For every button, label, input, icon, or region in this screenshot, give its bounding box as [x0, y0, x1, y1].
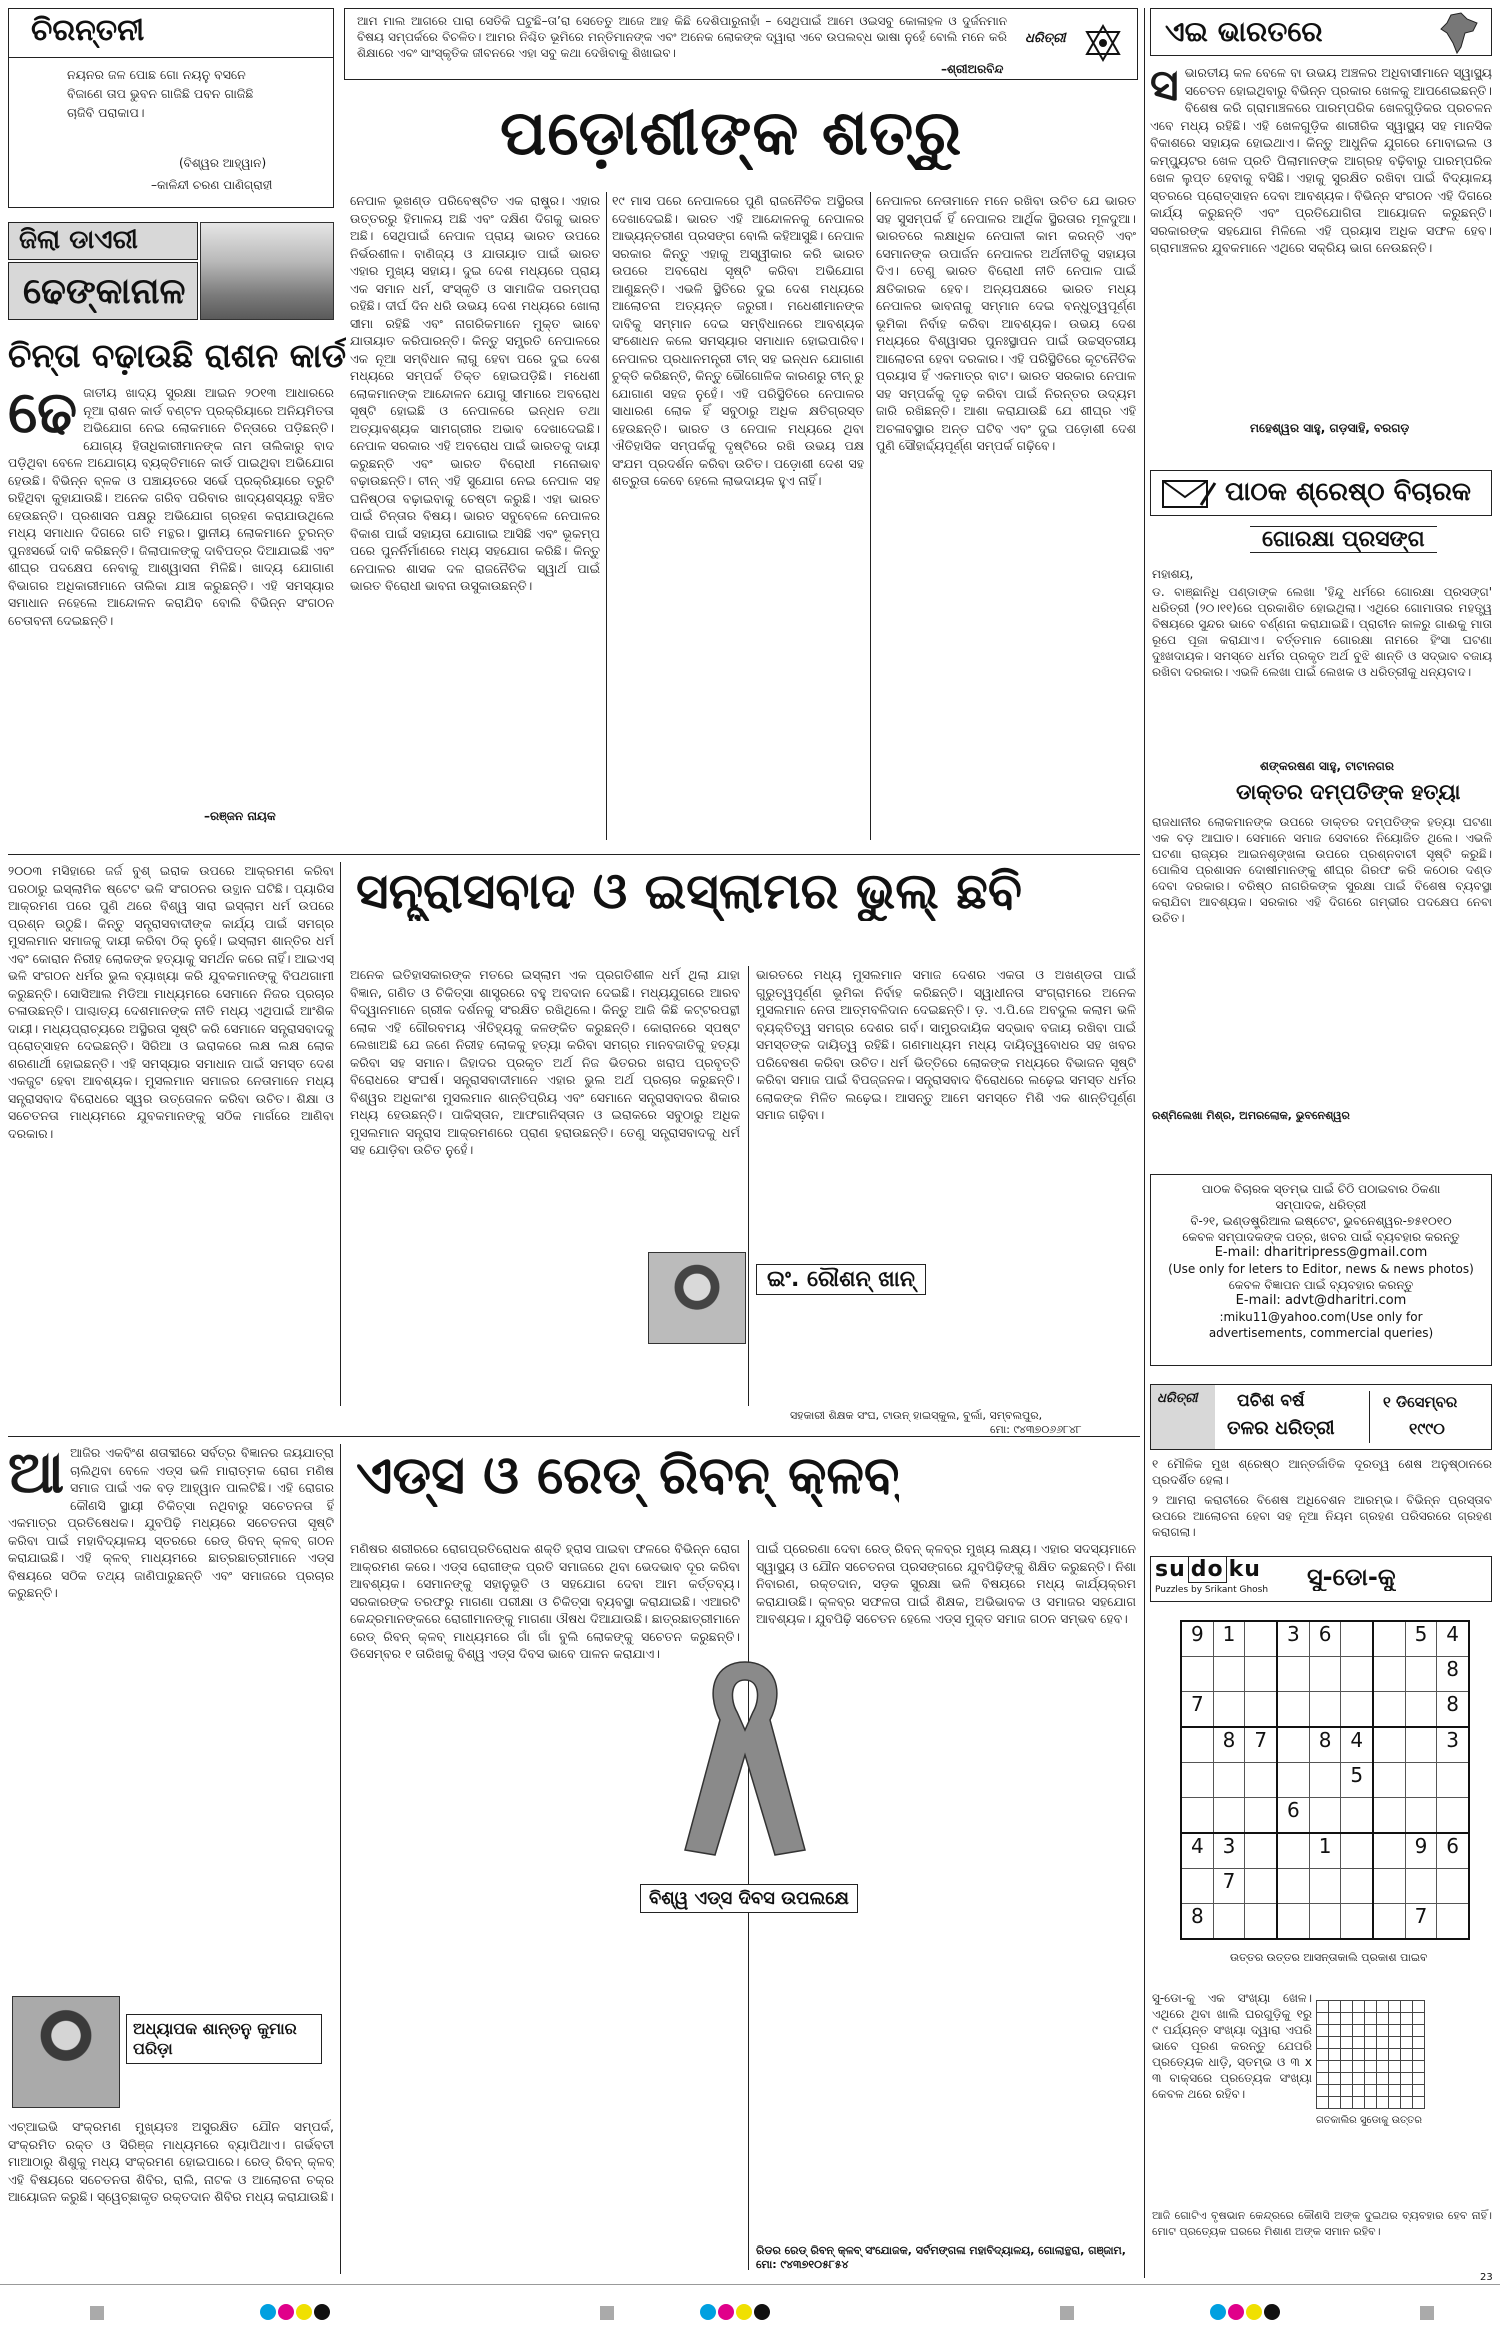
- sudoku-answer-cell: [1317, 2073, 1329, 2085]
- sudoku-answer-cell: [1341, 2097, 1353, 2109]
- contact-email3[interactable]: :miku11@yahoo.com(Use only for: [1219, 1310, 1423, 1324]
- sudoku-cell[interactable]: 8: [1213, 1727, 1245, 1763]
- sudoku-answer-cell: [1401, 2049, 1413, 2061]
- sudoku-byline: Puzzles by Srikant Ghosh: [1155, 1585, 1269, 1595]
- sudoku-footer: ଆଜି ଗୋଟିଏ ବୃଷଭାନ କେନ୍ଦ୍ରରେ କୌଣସି ଅଙ୍କ ଦୁଇଥର ବ୍ୟବହାର ହେବ ନାହିଁ। ମୋଟ ପ୍ରତ୍ୟେକ ଘରରେ ମିଶାଣ ଅଙ୍କ ସମାନ ରହିବ।: [1152, 2209, 1492, 2238]
- top-quote-text: ଆମ ମାଲ ଆଗରେ ପାରା ସେତିକି ଘଟୁଛି–ତା’ରା ସେତେତୁ ଆଜେ ଆହ କିଛି ଦେଶିପାରୁନାହାଁ – ସେଥିପାଇଁ ଆମେ ଓଇସବୁ କୋଳାହଳ ଓ ଦୁର୍ଜନମାନ ବିଷୟ ସମ୍ପର୍କରେ ବିଚଳିତ। ଆମର ନିଶ୍ଚିତ ଭୂମିରେ ମନ୍ତିମାନଙ୍କ ଏବଂ ଅନେକ ଲୋକଙ୍କ ଦ୍ୱାରା ଏବେ ଉପଲବ୍ଧ ଭାଷା ନୁହେଁ ବୋଲି ମନେ କରି ଶିକ୍ଷାରେ ଏବଂ ସାଂସ୍କୃତିକ ଜୀବନରେ ଏହା ସବୁ କଥା ଦେଖିବାକୁ ଶିଖାଇବ।: [357, 14, 1007, 60]
- sudoku-cell[interactable]: [1245, 1798, 1277, 1834]
- sudoku-cell[interactable]: [1181, 1763, 1213, 1798]
- sudoku-title-or: ସୁ-ଡୋ-କୁ: [1307, 1563, 1396, 1591]
- india-map-icon: [1437, 11, 1481, 55]
- sudoku-answer-cell: [1401, 2061, 1413, 2073]
- sudoku-answer-cell: [1329, 2073, 1341, 2085]
- sudoku-answer-cell: [1401, 2037, 1413, 2049]
- sudoku-answer-cell: [1389, 2001, 1401, 2013]
- contact-line3: ବି-୨୧, ଇଣ୍ଡଷ୍ଟ୍ରିଆଲ ଇଷ୍ଟେଟ, ଭୁବନେଶ୍ୱର-୭୫୧୦୧୦: [1190, 1214, 1452, 1228]
- sudoku-answer-cell: [1329, 2001, 1341, 2013]
- sudoku-cell[interactable]: [1373, 1657, 1405, 1692]
- ebharat-body: [1150, 64, 1492, 416]
- envelope-icon: [1161, 477, 1217, 511]
- sudoku-cell[interactable]: [1373, 1763, 1405, 1798]
- sudoku-answer-cell: [1377, 2061, 1389, 2073]
- district-body: [8, 384, 334, 796]
- sudoku-answer-cell: [1413, 2097, 1425, 2109]
- lead-headline: ପଡ଼ୋଶୀଙ୍କ ଶତ୍ରୁ: [500, 96, 963, 169]
- sudoku-cell[interactable]: 8: [1437, 1692, 1469, 1728]
- sudoku-cell[interactable]: [1309, 1904, 1341, 1940]
- sudoku-cell[interactable]: 3: [1277, 1621, 1309, 1657]
- contact-email1-note: (Use only for leters to Editor, news & news photos): [1168, 1262, 1474, 1276]
- sudoku-cell[interactable]: [1213, 1904, 1245, 1940]
- sudoku-grid[interactable]: [1180, 1620, 1470, 1940]
- sudoku-answer-cell: [1353, 2025, 1365, 2037]
- sudoku-cell[interactable]: [1309, 1657, 1341, 1692]
- sudoku-cell[interactable]: 4: [1341, 1727, 1373, 1763]
- sudoku-cell[interactable]: [1277, 1763, 1309, 1798]
- sudoku-cell[interactable]: [1341, 1621, 1373, 1657]
- sudoku-cell[interactable]: [1405, 1869, 1437, 1904]
- sudoku-answer-cell: [1389, 2037, 1401, 2049]
- sudoku-cell[interactable]: [1245, 1621, 1277, 1657]
- sudoku-answer-cell: [1353, 2085, 1365, 2097]
- sudoku-cell[interactable]: [1373, 1904, 1405, 1940]
- sudoku-answer-caption: ଗତକାଲିର ସୁଡୋକୁ ଉତ୍ତର: [1316, 2115, 1422, 2126]
- district-label-box: [8, 222, 198, 260]
- sudoku-cell[interactable]: [1245, 1869, 1277, 1904]
- sudoku-answer-cell: [1365, 2049, 1377, 2061]
- sudoku-cell[interactable]: [1181, 1727, 1213, 1763]
- sudoku-cell[interactable]: [1373, 1869, 1405, 1904]
- readers-title: ପାଠକ ଶ୍ରେଷ୍ଠ ବିଚାରକ: [1225, 477, 1472, 507]
- sudoku-answer-cell: [1365, 2001, 1377, 2013]
- sudoku-cell[interactable]: [1277, 1727, 1309, 1763]
- dharitri-logo-text: ଧରିତ୍ରୀ: [1025, 31, 1066, 46]
- sudoku-cell[interactable]: [1277, 1869, 1309, 1904]
- aids-dropcap: ଆ: [8, 1444, 65, 1506]
- sudoku-cell[interactable]: 5: [1405, 1621, 1437, 1657]
- sudoku-answer-cell: [1329, 2013, 1341, 2025]
- sudoku-cell[interactable]: [1405, 1692, 1437, 1728]
- sudoku-cell[interactable]: 6: [1277, 1798, 1309, 1834]
- aids-col1b: ଏଚ୍‌ଆଇଭି ସଂକ୍ରମଣ ମୁଖ୍ୟତଃ ଅସୁରକ୍ଷିତ ଯୌନ ସମ୍ପର୍କ, ସଂକ୍ରମିତ ରକ୍ତ ଓ ସିରିଞ୍ଜ ମାଧ୍ୟମରେ ବ୍ୟାପିଥାଏ। ଗର୍ଭବତୀ ମାଆଠାରୁ ଶିଶୁକୁ ମଧ୍ୟ ସଂକ୍ରମଣ ହୋଇପାରେ। ରେଡ୍ ରିବନ୍ କ୍ଳବ୍ ଏହି ବିଷୟରେ ସଚେତନତା ଶିବିର, ରାଲି, ନାଟକ ଓ ଆଲୋଚନା ଚକ୍ର ଆୟୋଜନ କରୁଛି। ସ୍ୱେଚ୍ଛାକୃତ ରକ୍ତଦାନ ଶିବିର ମଧ୍ୟ କରାଯାଉଛି।: [8, 2119, 334, 2204]
- terror-col2: ଅନେକ ଇତିହାସକାରଙ୍କ ମତରେ ଇସ୍‌ଲାମ ଏକ ପ୍ରଗତିଶୀଳ ଧର୍ମ ଥିଲା ଯାହା ବିଜ୍ଞାନ, ଗଣିତ ଓ ଚିକିତ୍ସା ଶାସ୍ତ୍ରରେ ବହୁ ଅବଦାନ ଦେଇଛି। ମଧ୍ୟଯୁଗରେ ଆରବ ବିଦ୍ୱାନମାନେ ଗ୍ରୀକ ଦର୍ଶନକୁ ସଂରକ୍ଷିତ ରଖିଥିଲେ। କିନ୍ତୁ ଆଜି କିଛି କଟ୍ଟରପନ୍ଥୀ ଲୋକ ଏହି ଗୌରବମୟ ଐତିହ୍ୟକୁ କଳଙ୍କିତ କରୁଛନ୍ତି। କୋରାନରେ ସ୍ପଷ୍ଟ ଲେଖାଅଛି ଯେ ଜଣେ ନିରୀହ ଲୋକକୁ ହତ୍ୟା କରିବା ସମଗ୍ର ମାନବଜାତିକୁ ହତ୍ୟା କରିବା ସହ ସମାନ। ଜିହାଦର ପ୍ରକୃତ ଅର୍ଥ ନିଜ ଭିତରର ଖରାପ ପ୍ରବୃତ୍ତି ବିରୋଧରେ ସଂଘର୍ଷ। ସନ୍ତ୍ରାସବାଦୀମାନେ ଏହାର ଭୁଲ ଅର୍ଥ ପ୍ରଚାର କରୁଛନ୍ତି। ବିଶ୍ୱର ଅଧିକାଂଶ ମୁସଲମାନ ଶାନ୍ତିପ୍ରିୟ ଏବଂ ସେମାନେ ସନ୍ତ୍ରାସବାଦର ଶିକାର ମଧ୍ୟ ହେଉଛନ୍ତି। ପାକିସ୍ତାନ, ଆଫଗାନିସ୍ତାନ ଓ ଇରାକରେ ସବୁଠାରୁ ଅଧିକ ମୁସଲମାନ ସନ୍ତ୍ରାସ ଆକ୍ରମଣରେ ପ୍ରାଣ ହରାଉଛନ୍ତି। ତେଣୁ ସନ୍ତ୍ରାସବାଦକୁ ଧର୍ମ ସହ ଯୋଡ଼ିବା ଉଚିତ ନୁହେଁ।: [350, 967, 740, 1157]
- ebharat-author: ମହେଶ୍ୱର ସାହୁ, ଗଡ଼ସାହି, ବରଗଡ଼: [1250, 421, 1410, 435]
- top-quote-strip: [344, 8, 1138, 80]
- sudoku-answer-cell: [1341, 2049, 1353, 2061]
- terror-headline: ସନ୍ତ୍ରାସବାଦ ଓ ଇସ୍‌ଲାମର ଭୁଲ୍ ଛବି: [356, 862, 1022, 920]
- sudoku-answer-cell: [1317, 2037, 1329, 2049]
- sudoku-cell[interactable]: [1341, 1798, 1373, 1834]
- sudoku-answer-cell: [1377, 2025, 1389, 2037]
- sudoku-cell[interactable]: [1341, 1692, 1373, 1728]
- sudoku-answer-cell: [1377, 2049, 1389, 2061]
- sudoku-answer-cell: [1317, 2013, 1329, 2025]
- sudoku-cell[interactable]: [1277, 1833, 1309, 1869]
- sudoku-cell[interactable]: [1245, 1692, 1277, 1728]
- star-emblem-icon: [1083, 23, 1123, 63]
- twentyfive-label1: ପଚିଶ ବର୍ଷ: [1237, 1391, 1305, 1411]
- aids-col2: ମଣିଷର ଶରୀରରେ ରୋଗପ୍ରତିରୋଧକ ଶକ୍ତି ହ୍ରାସ ପାଇବା ଫଳରେ ବିଭିନ୍ନ ରୋଗ ଆକ୍ରମଣ କରେ। ଏଡ୍‌ସ ରୋଗୀଙ୍କ ପ୍ରତି ସମାଜରେ ଥିବା ଭେଦଭାବ ଦୂର କରିବା ଆବଶ୍ୟକ। ସେମାନଙ୍କୁ ସହାନୁଭୂତି ଓ ସହଯୋଗ ଦେବା ଆମ କର୍ତ୍ତବ୍ୟ। ସରକାରଙ୍କ ତରଫରୁ ମାଗଣା ପରୀକ୍ଷା ଓ ଚିକିତ୍ସା ବ୍ୟବସ୍ଥା କରାଯାଇଛି। ଏଆରଟି କେନ୍ଦ୍ରମାନଙ୍କରେ ରୋଗୀମାନଙ୍କୁ ମାଗଣା ଔଷଧ ଦିଆଯାଉଛି। ଛାତ୍ରଛାତ୍ରୀମାନେ ରେଡ୍ ରିବନ୍ କ୍ଳବ୍ ମାଧ୍ୟମରେ ଗାଁ ଗାଁ ବୁଲି ଲୋକଙ୍କୁ ସଚେତନ କରୁଛନ୍ତି। ଡିସେମ୍ବର ୧ ତାରିଖକୁ ବିଶ୍ୱ ଏଡ୍‌ସ ଦିବସ ଭାବେ ପାଳନ କରାଯାଏ।: [350, 1541, 740, 1661]
- sudoku-cell[interactable]: [1437, 1869, 1469, 1904]
- sudoku-cell[interactable]: [1405, 1727, 1437, 1763]
- sudoku-cell[interactable]: [1373, 1833, 1405, 1869]
- sudoku-cell[interactable]: [1373, 1798, 1405, 1834]
- sudoku-cell[interactable]: [1181, 1657, 1213, 1692]
- sudoku-answer-cell: [1329, 2085, 1341, 2097]
- sudoku-cell[interactable]: [1245, 1833, 1277, 1869]
- sudoku-cell[interactable]: [1213, 1692, 1245, 1728]
- sudoku-header: [1150, 1556, 1492, 1602]
- sudoku-cell[interactable]: [1405, 1798, 1437, 1834]
- twentyfive-label2: ତଳର ଧରିତ୍ରୀ: [1227, 1417, 1335, 1439]
- chirantani-author: –କାଳିନ୍ଦୀ ଚରଣ ପାଣିଗ୍ରାହୀ: [151, 178, 273, 192]
- sudoku-title-en1: su: [1155, 1557, 1186, 1582]
- lead-col3: ନେପାଳର ନେତାମାନେ ମନେ ରଖିବା ଉଚିତ ଯେ ଭାରତ ସହ ସୁସମ୍ପର୍କ ହିଁ ନେପାଳର ଆର୍ଥିକ ସ୍ଥିରତାର ମୂଳଦୁଆ। ଭାରତରେ ଲକ୍ଷାଧିକ ନେପାଳୀ କାମ କରନ୍ତି ଏବଂ ସେମାନଙ୍କ ଉପାର୍ଜନ ନେପାଳର ଅର୍ଥନୀତିକୁ ସହାୟତା ଦିଏ। ତେଣୁ ଭାରତ ବିରୋଧୀ ନୀତି ନେପାଳ ପାଇଁ କ୍ଷତିକାରକ ହେବ। ଅନ୍ୟପକ୍ଷରେ ଭାରତ ମଧ୍ୟ ନେପାଳର ଭାବନାକୁ ସମ୍ମାନ ଦେଇ ବନ୍ଧୁତ୍ୱପୂର୍ଣ୍ଣ ଭୂମିକା ନିର୍ବାହ କରିବା ଆବଶ୍ୟକ। ଉଭୟ ଦେଶ ମଧ୍ୟରେ ବିଶ୍ୱାସର ପୁନଃସ୍ଥାପନ ପାଇଁ ଉଚ୍ଚସ୍ତରୀୟ ଆଲୋଚନା ହେବା ଦରକାର। ଏହି ପରିସ୍ଥିତିରେ କୂଟନୈତିକ ପ୍ରୟାସ ହିଁ ଏକମାତ୍ର ବାଟ। ଭାରତ ସରକାର ନେପାଳ ସହ ସମ୍ପର୍କକୁ ଦୃଢ଼ କରିବା ପାଇଁ ନିରନ୍ତର ଉଦ୍ୟମ ଜାରି ରଖିଛନ୍ତି। ଆଶା କରାଯାଉଛି ଯେ ଶୀଘ୍ର ଏହି ଅଚଳାବସ୍ଥାର ଅନ୍ତ ଘଟିବ ଏବଂ ଦୁଇ ପଡ଼ୋଶୀ ଦେଶ ପୁଣି ସୌହାର୍ଦ୍ଦ୍ୟପୂର୍ଣ୍ଣ ସମ୍ପର୍କ ଗଢ଼ିବେ।: [876, 193, 1136, 453]
- sudoku-cell[interactable]: [1213, 1798, 1245, 1834]
- letter1-body: ଡ. ବାଞ୍ଛାନିଧି ପଣ୍ଡାଙ୍କ ଲେଖା 'ହିନ୍ଦୁ ଧର୍ମରେ ଗୋରକ୍ଷା ପ୍ରସଙ୍ଗ' ଧରିତ୍ରୀ (୨୦।୧୧)ରେ ପ୍ରକାଶିତ ହୋଇଥିଲା। ଏଥିରେ ଗୋମାତାର ମହତ୍ତ୍ୱ ବିଷୟରେ ସୁନ୍ଦର ଭାବେ ବର୍ଣ୍ଣନା କରାଯାଇଛି। ପ୍ରାଚୀନ କାଳରୁ ଗାଈକୁ ମାତା ରୂପେ ପୂଜା କରାଯାଏ। ବର୍ତ୍ତମାନ ଗୋରକ୍ଷା ନାମରେ ହିଂସା ଘଟଣା ଦୁଃଖଦାୟକ। ସମସ୍ତେ ଧର୍ମର ପ୍ରକୃତ ଅର୍ଥ ବୁଝି ଶାନ୍ତି ଓ ସଦ୍ଭାବ ବଜାୟ ରଖିବା ଦରକାର। ଏଭଳି ଲେଖା ପାଇଁ ଲେଖକ ଓ ଧରିତ୍ରୀକୁ ଧନ୍ୟବାଦ।: [1152, 585, 1492, 679]
- sudoku-answer-cell: [1365, 2097, 1377, 2109]
- sudoku-cell[interactable]: [1405, 1657, 1437, 1692]
- sudoku-cell[interactable]: [1437, 1763, 1469, 1798]
- sudoku-answer-cell: [1377, 2097, 1389, 2109]
- sudoku-cell[interactable]: [1309, 1798, 1341, 1834]
- lead-col1: ନେପାଳ ଭୂଖଣ୍ଡ ପରିବେଷ୍ଟିତ ଏକ ରାଷ୍ଟ୍ର। ଏହାର ଉତ୍ତରରୁ ହିମାଳୟ ଅଛି ଏବଂ ଦକ୍ଷିଣ ଦିଗକୁ ଭାରତ ଅଛି। ସେଥିପାଇଁ ନେପାଳ ପ୍ରାୟ ଭାରତ ଉପରେ ନିର୍ଭରଶୀଳ। ବାଣିଜ୍ୟ ଓ ଯାତାୟାତ ପାଇଁ ଭାରତ ଏହାର ମୁଖ୍ୟ ସହାୟ। ଦୁଇ ଦେଶ ମଧ୍ୟରେ ପ୍ରାୟ ଏକ ସମାନ ଧର୍ମ, ସଂସ୍କୃତି ଓ ସାମାଜିକ ପରମ୍ପରା ରହିଛି। ଦୀର୍ଘ ଦିନ ଧରି ଉଭୟ ଦେଶ ମଧ୍ୟରେ ଖୋଲା ସୀମା ରହିଛି ଏବଂ ନାଗରିକମାନେ ମୁକ୍ତ ଭାବେ ଯାତାୟାତ କରିପାରନ୍ତି। କିନ୍ତୁ ସମ୍ପ୍ରତି ନେପାଳରେ ଏକ ନୂଆ ସମ୍ବିଧାନ ଲାଗୁ ହେବା ପରେ ଦୁଇ ଦେଶ ମଧ୍ୟରେ ସମ୍ପର୍କ ତିକ୍ତ ହୋଇପଡ଼ିଛି। ମଧେଶୀ ଲୋକମାନଙ୍କ ଆନ୍ଦୋଳନ ଯୋଗୁ ସୀମାରେ ଅବରୋଧ ସୃଷ୍ଟି ହୋଇଛି ଓ ନେପାଳରେ ଇନ୍ଧନ ତଥା ଅତ୍ୟାବଶ୍ୟକ ସାମଗ୍ରୀର ଅଭାବ ଦେଖାଦେଇଛି। ନେପାଳ ସରକାର ଏହି ଅବରୋଧ ପାଇଁ ଭାରତକୁ ଦାୟୀ କରୁଛନ୍ତି ଏବଂ ଭାରତ ବିରୋଧୀ ମନୋଭାବ ବଢ଼ାଉଛନ୍ତି। ଚୀନ୍ ଏହି ସୁଯୋଗ ନେଇ ନେପାଳ ସହ ଘନିଷ୍ଠତା ବଢ଼ାଇବାକୁ ଚେଷ୍ଟା କରୁଛି। ଏହା ଭାରତ ପାଇଁ ଚିନ୍ତାର ବିଷୟ। ଭାରତ ସବୁବେଳେ ନେପାଳର ବିକାଶ ପାଇଁ ସହାୟତା ଯୋଗାଇ ଆସିଛି ଏବଂ ଭୂକମ୍ପ ପରେ ପୁନର୍ନିର୍ମାଣରେ ମଧ୍ୟ ସହଯୋଗ କରିଛି। କିନ୍ତୁ ନେପାଳର ଶାସକ ଦଳ ରାଜନୈତିକ ସ୍ୱାର୍ଥ ପାଇଁ ଭାରତ ବିରୋଧୀ ଭାବନା ଉସୁକାଉଛନ୍ତି।: [350, 193, 600, 593]
- sudoku-cell[interactable]: [1373, 1727, 1405, 1763]
- twentyfive-logo: ଧରିତ୍ରୀ: [1157, 1391, 1198, 1406]
- top-quote-author: –ଶ୍ରୀଅରବିନ୍ଦ: [941, 62, 1004, 76]
- ebharat-body-text: ଭାରତୀୟ କଳ ବେଳେ ବା ଉଭୟ ଅଞ୍ଚଳର ଅଧିବାସୀମାନେ ସ୍ୱାସ୍ଥ୍ୟ ସଚେତନ ହୋଇଥିବାରୁ ବିଭିନ୍ନ ପ୍ରକାର ଖେଳକୁ ଆପଣେଇଛନ୍ତି। ବିଶେଷ କରି ଗ୍ରାମାଞ୍ଚଳରେ ପାରମ୍ପରିକ ଖେଳଗୁଡ଼ିକର ପ୍ରଚଳନ ଏବେ ମଧ୍ୟ ରହିଛି। ଏହି ଖେଳଗୁଡ଼ିକ ଶାରୀରିକ ସ୍ୱାସ୍ଥ୍ୟ ସହ ମାନସିକ ବିକାଶରେ ସହାୟକ ହୋଇଥାଏ। କିନ୍ତୁ ଆଧୁନିକ ଯୁଗରେ ମୋବାଇଲ ଓ କମ୍ପ୍ୟୁଟର ଖେଳ ପ୍ରତି ପିଲାମାନଙ୍କ ଆଗ୍ରହ ବଢ଼ିବାରୁ ପାରମ୍ପରିକ ଖେଳ ଲୁପ୍ତ ହେବାକୁ ବସିଛି। ଏହାକୁ ସୁରକ୍ଷିତ ରଖିବା ପାଇଁ ବିଦ୍ୟାଳୟ ସ୍ତରରେ ପ୍ରୋତ୍ସାହନ ଦେବା ଆବଶ୍ୟକ। ବିଭିନ୍ନ ସଂଗଠନ ଏହି ଦିଗରେ କାର୍ଯ୍ୟ କରୁଛନ୍ତି ଏବଂ ପ୍ରତିଯୋଗିତା ଆୟୋଜନ କରୁଛନ୍ତି। ସରକାରଙ୍କ ସହଯୋଗ ମିଳିଲେ ଏହି ପ୍ରୟାସ ଅଧିକ ସଫଳ ହେବ। ଗ୍ରାମାଞ୍ଚଳର ଯୁବକମାନେ ଏଥିରେ ସକ୍ରିୟ ଭାଗ ନେଉଛନ୍ତି।: [1150, 65, 1492, 255]
- twentyfive-item1: ୧ ମୌଳିକ ମୁଖ ଶ୍ରେଷ୍ଠ ଆନ୍ତର୍ଜାତିକ ଦୂରତ୍ୱ ଶେଷ ଅନୁଷ୍ଠାନରେ ପ୍ରଦର୍ଶିତ ହେଲା।: [1152, 1457, 1492, 1487]
- district-body-text: ଜାତୀୟ ଖାଦ୍ୟ ସୁରକ୍ଷା ଆଇନ ୨୦୧୩ ଆଧାରରେ ନୂଆ ରାଶନ କାର୍ଡ ବଣ୍ଟନ ପ୍ରକ୍ରିୟାରେ ଅନିୟମିତତା ଅଭିଯୋଗ ନେଇ ଲୋକମାନେ ଚିନ୍ତାରେ ପଡ଼ିଛନ୍ତି। ଯୋଗ୍ୟ ହିତାଧିକାରୀମାନଙ୍କ ନାମ ତାଲିକାରୁ ବାଦ ପଡ଼ିଥିବା ବେଳେ ଅଯୋଗ୍ୟ ବ୍ୟକ୍ତିମାନେ କାର୍ଡ ପାଇଥିବା ଅଭିଯୋଗ ହେଉଛି। ବିଭିନ୍ନ ବ୍ଳକ ଓ ପଞ୍ଚାୟତରେ ସର୍ଭେ ପ୍ରକ୍ରିୟାରେ ତ୍ରୁଟି ରହିଥିବା କୁହାଯାଉଛି। ଅନେକ ଗରିବ ପରିବାର ଖାଦ୍ୟଶସ୍ୟରୁ ବଞ୍ଚିତ ହେଉଛନ୍ତି। ପ୍ରଶାସନ ପକ୍ଷରୁ ଅଭିଯୋଗ ଗ୍ରହଣ କରାଯାଉଥିଲେ ମଧ୍ୟ ସମାଧାନ ଦିଗରେ ଗତି ମନ୍ଥର। ସ୍ଥାନୀୟ ଲୋକମାନେ ତୁରନ୍ତ ପୁନଃସର୍ଭେ ଦାବି କରିଛନ୍ତି। ଜିଲାପାଳଙ୍କୁ ଦାବିପତ୍ର ଦିଆଯାଇଛି ଏବଂ ଶୀଘ୍ର ପଦକ୍ଷେପ ନେବାକୁ ଆଶ୍ୱାସନା ମିଳିଛି। ଖାଦ୍ୟ ଯୋଗାଣ ବିଭାଗର ଅଧିକାରୀମାନେ ତାଲିକା ଯାଞ୍ଚ କରୁଛନ୍ତି। ଏହି ସମସ୍ୟାର ସମାଧାନ ନହେଲେ ଆନ୍ଦୋଳନ କରାଯିବ ବୋଲି ବିଭିନ୍ନ ସଂଗଠନ ଚେତାବନୀ ଦେଇଛନ୍ତି।: [8, 385, 334, 628]
- letter2-title: ଡାକ୍ତର ଦମ୍ପତିଙ୍କ ହତ୍ୟା: [1236, 780, 1461, 804]
- sudoku-answer-cell: [1389, 2025, 1401, 2037]
- district-author: –ରଞ୍ଜନ ନାୟକ: [204, 809, 276, 823]
- sudoku-answer-cell: [1317, 2097, 1329, 2109]
- red-ribbon-image: [660, 1650, 830, 1870]
- sudoku-title-en3: ku: [1228, 1557, 1261, 1582]
- sudoku-answer-cell: [1353, 2049, 1365, 2061]
- contact-email3-note: advertisements, commercial queries): [1208, 1326, 1434, 1340]
- aids-intro: [8, 1444, 334, 1944]
- sudoku-answer-cell: [1413, 2001, 1425, 2013]
- sudoku-rules: ସୁ-ଡୋ-କୁ ଏକ ସଂଖ୍ୟା ଖେଳ। ଏଥିରେ ଥିବା ଖାଲି ଘରଗୁଡ଼ିକୁ ୧ରୁ ୯ ପର୍ଯ୍ୟନ୍ତ ସଂଖ୍ୟା ଦ୍ୱାରା ଏପରି ଭାବେ ପୂରଣ କରନ୍ତୁ ଯେପରି ପ୍ରତ୍ୟେକ ଧାଡ଼ି, ସ୍ତମ୍ଭ ଓ ୩ x ୩ ବାକ୍ସରେ ପ୍ରତ୍ୟେକ ସଂଖ୍ୟା କେବଳ ଥରେ ରହିବ।: [1152, 1991, 1312, 2101]
- sudoku-answer-cell: [1329, 2037, 1341, 2049]
- sudoku-answer-cell: [1341, 2013, 1353, 2025]
- contact-line1: ପାଠକ ବିଚାରକ ସ୍ତମ୍ଭ ପାଇଁ ଚିଠି ପଠାଇବାର ଠିକଣା: [1201, 1182, 1441, 1196]
- temple-photo: [200, 222, 334, 320]
- aids-author: ଅଧ୍ୟାପକ ଶାନ୍ତନୁ କୁମାର ପରିଡ଼ା: [126, 2014, 322, 2064]
- sudoku-cell[interactable]: [1213, 1763, 1245, 1798]
- chirantani-box: [8, 8, 334, 208]
- contact-line5: କେବଳ ବିଜ୍ଞାପନ ପାଇଁ ବ୍ୟବହାର କରନ୍ତୁ: [1228, 1278, 1414, 1292]
- sudoku-cell[interactable]: 7: [1213, 1869, 1245, 1904]
- letter1-salutation: ମହାଶୟ,: [1152, 567, 1194, 581]
- sudoku-answer-cell: [1401, 2097, 1413, 2109]
- sudoku-answer-cell: [1401, 2073, 1413, 2085]
- contact-box: [1150, 1174, 1492, 1366]
- sudoku-answer-cell: [1353, 2001, 1365, 2013]
- sudoku-answer-cell: [1317, 2001, 1329, 2013]
- sudoku-cell[interactable]: [1309, 1692, 1341, 1728]
- author-photo-roshan: [648, 1252, 746, 1344]
- sudoku-answer-cell: [1389, 2073, 1401, 2085]
- sudoku-answer-cell: [1329, 2049, 1341, 2061]
- twentyfive-box: [1150, 1384, 1492, 1450]
- sudoku-answer-cell: [1389, 2061, 1401, 2073]
- ebharat-title: ଏଇ ଭାରତରେ: [1165, 15, 1323, 48]
- sudoku-answer-cell: [1377, 2037, 1389, 2049]
- sudoku-answer-cell: [1413, 2073, 1425, 2085]
- sudoku-answer-cell: [1317, 2061, 1329, 2073]
- sudoku-title-en2: do: [1188, 1556, 1227, 1583]
- sudoku-answer-grid-box: [1316, 2000, 1492, 2190]
- sudoku-cell[interactable]: [1181, 1869, 1213, 1904]
- sudoku-cell[interactable]: 6: [1437, 1833, 1469, 1869]
- sudoku-answer-cell: [1341, 2037, 1353, 2049]
- sudoku-cell[interactable]: 1: [1213, 1621, 1245, 1657]
- contact-line2: ସମ୍ପାଦକ, ଧରିତ୍ରୀ: [1275, 1198, 1367, 1212]
- sudoku-answer-cell: [1317, 2085, 1329, 2097]
- sudoku-answer-cell: [1389, 2049, 1401, 2061]
- sudoku-cell[interactable]: [1437, 1798, 1469, 1834]
- sudoku-answer-cell: [1413, 2037, 1425, 2049]
- page-number: 23: [1480, 2272, 1493, 2283]
- sudoku-answer-cell: [1365, 2013, 1377, 2025]
- ebharat-header: [1150, 8, 1492, 56]
- contact-email2[interactable]: E-mail: advt@dharitri.com: [1235, 1293, 1407, 1308]
- sudoku-answer-cell: [1353, 2061, 1365, 2073]
- district-name: ଢେଙ୍କାନାଳ: [23, 271, 186, 312]
- sudoku-answer-cell: [1413, 2049, 1425, 2061]
- sudoku-cell[interactable]: 9: [1181, 1621, 1213, 1657]
- district-dropcap: ଢେ: [8, 384, 78, 446]
- twentyfive-year: ୧୯୯୦: [1409, 1419, 1445, 1438]
- sudoku-answer-cell: [1413, 2061, 1425, 2073]
- sudoku-cell[interactable]: [1373, 1621, 1405, 1657]
- sudoku-answer-cell: [1401, 2001, 1413, 2013]
- sudoku-answer-cell: [1341, 2073, 1353, 2085]
- sudoku-answer-cell: [1365, 2073, 1377, 2085]
- sudoku-cell[interactable]: [1437, 1904, 1469, 1940]
- sudoku-answer-cell: [1377, 2073, 1389, 2085]
- sudoku-cell[interactable]: [1213, 1657, 1245, 1692]
- letter1-author: ଶଙ୍କରଷଣ ସାହୁ, ଟାଟାନଗର: [1260, 759, 1394, 773]
- sudoku-cell[interactable]: 4: [1437, 1621, 1469, 1657]
- terror-address: ସହକାରୀ ଶିକ୍ଷକ ସଂଘ, ଟାଉନ୍ ହାଇସ୍କୁଲ, ବୁର୍ଲା, ସମ୍ବଲପୁର,: [790, 1409, 1043, 1422]
- lead-col2: ୧୯ ମାସ ପରେ ନେପାଳରେ ପୁଣି ରାଜନୈତିକ ଅସ୍ଥିରତା ଦେଖାଦେଇଛି। ଭାରତ ଏହି ଆନ୍ଦୋଳନକୁ ନେପାଳର ଆଭ୍ୟନ୍ତରୀଣ ପ୍ରସଙ୍ଗ ବୋଲି କହିଆସୁଛି। ନେପାଳ ସରକାର କିନ୍ତୁ ଏହାକୁ ଅସ୍ୱୀକାର କରି ଭାରତ ଉପରେ ଅବରୋଧ ସୃଷ୍ଟି କରିବା ଅଭିଯୋଗ ଆଣୁଛନ୍ତି। ଏଭଳି ସ୍ଥିତିରେ ଦୁଇ ଦେଶ ମଧ୍ୟରେ ଆଲୋଚନା ଅତ୍ୟନ୍ତ ଜରୁରୀ। ମଧେଶୀମାନଙ୍କ ଦାବିକୁ ସମ୍ମାନ ଦେଇ ସମ୍ବିଧାନରେ ଆବଶ୍ୟକ ସଂଶୋଧନ କଲେ ସମସ୍ୟାର ସମାଧାନ ହୋଇପାରିବ। ନେପାଳର ପ୍ରଧାନମନ୍ତ୍ରୀ ଚୀନ୍ ସହ ଇନ୍ଧନ ଯୋଗାଣ ଚୁକ୍ତି କରିଛନ୍ତି, କିନ୍ତୁ ଭୌଗୋଳିକ କାରଣରୁ ଚୀନ୍ ରୁ ଯୋଗାଣ ସହଜ ନୁହେଁ। ଏହି ପରିସ୍ଥିତିରେ ନେପାଳର ସାଧାରଣ ଲୋକ ହିଁ ସବୁଠାରୁ ଅଧିକ କ୍ଷତିଗ୍ରସ୍ତ ହେଉଛନ୍ତି। ଭାରତ ଓ ନେପାଳ ମଧ୍ୟରେ ଥିବା ଐତିହାସିକ ସମ୍ପର୍କକୁ ଦୃଷ୍ଟିରେ ରଖି ଉଭୟ ପକ୍ଷ ସଂଯମ ପ୍ରଦର୍ଶନ କରିବା ଉଚିତ। ପଡ଼ୋଶୀ ଦେଶ ସହ ଶତ୍ରୁତା କେବେ ହେଲେ ଲାଭଦାୟକ ହୁଏ ନାହିଁ।: [612, 193, 864, 488]
- sudoku-cell[interactable]: 8: [1437, 1657, 1469, 1692]
- sudoku-cell[interactable]: 7: [1245, 1727, 1277, 1763]
- sudoku-cell[interactable]: 3: [1213, 1833, 1245, 1869]
- sudoku-cell[interactable]: [1245, 1763, 1277, 1798]
- sudoku-cell[interactable]: 8: [1181, 1904, 1213, 1940]
- contact-line4: କେବଳ ସମ୍ପାଦକଙ୍କ ପତ୍ର, ଖବର ପାଇଁ ବ୍ୟବହାର କରନ୍ତୁ: [1182, 1230, 1460, 1244]
- letter1-title: ଗୋରକ୍ଷା ପ୍ରସଙ୍ଗ: [1250, 526, 1437, 553]
- district-name-box: [8, 262, 198, 320]
- sudoku-cell[interactable]: 3: [1437, 1727, 1469, 1763]
- sudoku-cell[interactable]: 9: [1405, 1833, 1437, 1869]
- sudoku-answer-cell: [1353, 2037, 1365, 2049]
- sudoku-cell[interactable]: 8: [1309, 1727, 1341, 1763]
- sudoku-cell[interactable]: 7: [1181, 1692, 1213, 1728]
- twentyfive-item2: ୨ ଆମରା କରାଚୀରେ ବିଶେଷ ଅଧିବେଶନ ଆରମ୍ଭ। ବିଭିନ୍ନ ପ୍ରସ୍ତାବ ଉପରେ ଆଲୋଚନା ହେବା ସହ ନୂଆ ନିୟମ ଗ୍ରହଣ ପରିସରରେ ଗ୍ରହଣ କରାଗଲା।: [1152, 1493, 1492, 1539]
- sudoku-cell[interactable]: 1: [1309, 1833, 1341, 1869]
- terror-col3: ଭାରତରେ ମଧ୍ୟ ମୁସଲମାନ ସମାଜ ଦେଶର ଏକତା ଓ ଅଖଣ୍ଡତା ପାଇଁ ଗୁରୁତ୍ୱପୂର୍ଣ୍ଣ ଭୂମିକା ନିର୍ବାହ କରିଛନ୍ତି। ସ୍ୱାଧୀନତା ସଂଗ୍ରାମରେ ଅନେକ ମୁସଲମାନ ନେତା ଆତ୍ମବଳିଦାନ ଦେଇଛନ୍ତି। ଡ଼. ଏ.ପି.ଜେ ଅବଦୁଲ କଲାମ ଭଳି ବ୍ୟକ୍ତିତ୍ୱ ସମଗ୍ର ଦେଶର ଗର୍ବ। ସାମ୍ପ୍ରଦାୟିକ ସଦ୍ଭାବ ବଜାୟ ରଖିବା ପାଇଁ ସମସ୍ତଙ୍କ ଦାୟିତ୍ୱ ରହିଛି। ଗଣମାଧ୍ୟମ ମଧ୍ୟ ଦାୟିତ୍ୱବୋଧର ସହ ଖବର ପରିବେଷଣ କରିବା ଉଚିତ। ଧର୍ମ ଭିତ୍ତିରେ ଲୋକଙ୍କ ମଧ୍ୟରେ ବିଭାଜନ ସୃଷ୍ଟି କରିବା ସମାଜ ପାଇଁ ବିପଜ୍ଜନକ। ସନ୍ତ୍ରାସବାଦ ବିରୋଧରେ ଲଢ଼େଇ ସମସ୍ତ ଧର୍ମର ଲୋକଙ୍କ ମିଳିତ ଲଢ଼େଇ। ଆସନ୍ତୁ ଆମେ ସମସ୍ତେ ମିଶି ଏକ ଶାନ୍ତିପୂର୍ଣ୍ଣ ସମାଜ ଗଢ଼ିବା।: [756, 967, 1136, 1122]
- sudoku-answer-cell: [1389, 2013, 1401, 2025]
- district-label: ଜିଲା ଡାଏରୀ: [19, 225, 138, 255]
- sudoku-answer-cell: [1329, 2061, 1341, 2073]
- sudoku-cell[interactable]: [1181, 1798, 1213, 1834]
- contact-email1[interactable]: E-mail: dharitripress@gmail.com: [1214, 1245, 1428, 1260]
- sudoku-answer-cell: [1341, 2025, 1353, 2037]
- sudoku-cell[interactable]: 7: [1405, 1904, 1437, 1940]
- sudoku-cell[interactable]: [1341, 1657, 1373, 1692]
- ribbon-caption: ବିଶ୍ୱ ଏଡ୍‌ସ ଦିବସ ଉପଲକ୍ଷେ: [640, 1884, 858, 1913]
- sudoku-answer-cell: [1401, 2085, 1413, 2097]
- sudoku-answer-cell: [1377, 2085, 1389, 2097]
- sudoku-answer-cell: [1329, 2097, 1341, 2109]
- sudoku-answer-cell: [1401, 2025, 1413, 2037]
- sudoku-answer-cell: [1329, 2025, 1341, 2037]
- sudoku-answer-cell: [1365, 2085, 1377, 2097]
- sudoku-answer-cell: [1389, 2097, 1401, 2109]
- sudoku-answer-cell: [1365, 2025, 1377, 2037]
- sudoku-cell[interactable]: [1341, 1833, 1373, 1869]
- sudoku-answer-cell: [1365, 2061, 1377, 2073]
- sudoku-caption: ଉତ୍ତର ଉତ୍ତର ଆସନ୍ତାକାଲି ପ୍ରକାଶ ପାଇବ: [1230, 1951, 1428, 1964]
- sudoku-answer-cell: [1341, 2085, 1353, 2097]
- district-headline: ଚିନ୍ତା ବଢ଼ାଉଛି ରାଶନ କାର୍ଡ: [8, 336, 347, 375]
- sudoku-cell[interactable]: [1309, 1763, 1341, 1798]
- sudoku-answer-cell: [1341, 2061, 1353, 2073]
- sudoku-cell[interactable]: [1277, 1657, 1309, 1692]
- sudoku-answer-cell: [1317, 2049, 1329, 2061]
- sudoku-grid-box: [1180, 1620, 1470, 1940]
- chirantani-source: (ବିଶ୍ୱର ଆହ୍ୱାନ): [179, 156, 267, 170]
- terror-intro: ୨୦୦୩ ମସିହାରେ ଜର୍ଜ ବୁଶ୍ ଇରାକ ଉପରେ ଆକ୍ରମଣ କରିବା ପରଠାରୁ ଇସ୍‌ଲାମିକ ଷ୍ଟେଟ ଭଳି ସଂଗଠନର ଉତ୍ଥାନ ଘଟିଛି। ପ୍ୟାରିସ ଆକ୍ରମଣ ପରେ ପୁଣି ଥରେ ବିଶ୍ୱ ସାରା ଇସ୍‌ଲାମ ଧର୍ମ ଉପରେ ପ୍ରଶ୍ନ ଉଠୁଛି। କିନ୍ତୁ ସନ୍ତ୍ରାସବାଦୀଙ୍କ କାର୍ଯ୍ୟ ପାଇଁ ସମଗ୍ର ମୁସଲମାନ ସମାଜକୁ ଦାୟୀ କରିବା ଠିକ୍ ନୁହେଁ। ଇସ୍‌ଲାମ ଶାନ୍ତିର ଧର୍ମ ଏବଂ କୋରାନ ନିରୀହ ଲୋକଙ୍କ ହତ୍ୟାକୁ ସମର୍ଥନ କରେ ନାହିଁ। ଆଇଏସ୍ ଭଳି ସଂଗଠନ ଧର୍ମର ଭୁଲ ବ୍ୟାଖ୍ୟା କରି ଯୁବକମାନଙ୍କୁ ବିପଥଗାମୀ କରୁଛନ୍ତି। ସୋସିଆଲ ମିଡିଆ ମାଧ୍ୟମରେ ସେମାନେ ନିଜର ପ୍ରଚାର ଚଳାଉଛନ୍ତି। ପାଶ୍ଚାତ୍ୟ ଦେଶମାନଙ୍କ ନୀତି ମଧ୍ୟ ଏଥିପାଇଁ ଆଂଶିକ ଦାୟୀ। ମଧ୍ୟପ୍ରାଚ୍ୟରେ ଅସ୍ଥିରତା ସୃଷ୍ଟି କରି ସେମାନେ ସନ୍ତ୍ରାସବାଦକୁ ପ୍ରୋତ୍ସାହନ ଦେଇଛନ୍ତି। ସିରିଆ ଓ ଇରାକରେ ଲକ୍ଷ ଲକ୍ଷ ଲୋକ ଶରଣାର୍ଥୀ ହୋଇଛନ୍ତି। ଏହି ସମସ୍ୟାର ସମାଧାନ ପାଇଁ ସମସ୍ତ ଦେଶ ଏକଜୁଟ ହେବା ଆବଶ୍ୟକ। ମୁସଲମାନ ସମାଜର ନେତାମାନେ ମଧ୍ୟ ସନ୍ତ୍ରାସବାଦ ବିରୋଧରେ ସ୍ୱର ଉତ୍ତୋଳନ କରିବା ଉଚିତ। ଶିକ୍ଷା ଓ ସଚେତନତା ମାଧ୍ୟମରେ ଯୁବକମାନଙ୍କୁ ସଠିକ ମାର୍ଗରେ ଆଣିବା ଦରକାର।: [8, 863, 334, 1141]
- sudoku-answer-cell: [1353, 2073, 1365, 2085]
- twentyfive-date: ୧ ଡିସେମ୍ବର: [1383, 1393, 1458, 1411]
- sudoku-cell[interactable]: [1245, 1904, 1277, 1940]
- aids-col3: ପାଇଁ ପ୍ରେରଣା ଦେବା ରେଡ୍ ରିବନ୍ କ୍ଳବ୍‌ର ମୁଖ୍ୟ ଲକ୍ଷ୍ୟ। ଏହାର ସଦସ୍ୟମାନେ ସ୍ୱାସ୍ଥ୍ୟ ଓ ଯୌନ ସଚେତନତା ପ୍ରସଙ୍ଗରେ ଯୁବପିଢ଼ିଙ୍କୁ ଶିକ୍ଷିତ କରୁଛନ୍ତି। ନିଶା ନିବାରଣ, ରକ୍ତଦାନ, ସଡ଼କ ସୁରକ୍ଷା ଭଳି ବିଷୟରେ ମଧ୍ୟ କାର୍ଯ୍ୟକ୍ରମ କରାଯାଉଛି। କ୍ଳବ୍‌ର ସଫଳତା ପାଇଁ ଶିକ୍ଷକ, ଅଭିଭାବକ ଓ ସମାଜର ସହଯୋଗ ଆବଶ୍ୟକ। ଯୁବପିଢ଼ି ସଚେତନ ହେଲେ ଏଡ୍‌ସ ମୁକ୍ତ ସମାଜ ଗଠନ ସମ୍ଭବ ହେବ।: [756, 1541, 1136, 1626]
- aids-intro-text: ଆଜିର ଏକବିଂଶ ଶତାବ୍ଦୀରେ ସର୍ବତ୍ର ବିଜ୍ଞାନର ଜୟଯାତ୍ରା ଚାଲିଥିବା ବେଳେ ଏଡ୍‌ସ ଭଳି ମାରାତ୍ମକ ରୋଗ ମଣିଷ ସମାଜ ପାଇଁ ଏକ ବଡ଼ ଆହ୍ୱାନ ପାଲଟିଛି। ଏହି ରୋଗର କୌଣସି ସ୍ଥାୟୀ ଚିକିତ୍ସା ନଥିବାରୁ ସଚେତନତା ହିଁ ଏକମାତ୍ର ପ୍ରତିଷେଧକ। ଯୁବପିଢ଼ି ମଧ୍ୟରେ ସଚେତନତା ସୃଷ୍ଟି କରିବା ପାଇଁ ମହାବିଦ୍ୟାଳୟ ସ୍ତରରେ ରେଡ୍ ରିବନ୍ କ୍ଳବ୍ ଗଠନ କରାଯାଇଛି। ଏହି କ୍ଳବ୍ ମାଧ୍ୟମରେ ଛାତ୍ରଛାତ୍ରୀମାନେ ଏଡ୍‌ସ ବିଷୟରେ ସଠିକ ତଥ୍ୟ ଜାଣିପାରୁଛନ୍ତି ଏବଂ ସମାଜରେ ପ୍ରଚାର କରୁଛନ୍ତି।: [8, 1445, 334, 1600]
- letter2-body: ରାଜଧାନୀର ଲୋକମାନଙ୍କ ଉପରେ ଡାକ୍ତର ଦମ୍ପତିଙ୍କ ହତ୍ୟା ଘଟଣା ଏକ ବଡ଼ ଆଘାତ। ସେମାନେ ସମାଜ ସେବାରେ ନିୟୋଜିତ ଥିଲେ। ଏଭଳି ଘଟଣା ରାଜ୍ୟର ଆଇନଶୃଙ୍ଖଳା ଉପରେ ପ୍ରଶ୍ନବାଚୀ ସୃଷ୍ଟି କରୁଛି। ପୋଲିସ ପ୍ରଶାସନ ଦୋଷୀମାନଙ୍କୁ ଶୀଘ୍ର ଗିରଫ କରି କଠୋର ଦଣ୍ଡ ଦେବା ଦରକାର। ବରିଷ୍ଠ ନାଗରିକଙ୍କ ସୁରକ୍ଷା ପାଇଁ ବିଶେଷ ବ୍ୟବସ୍ଥା କରାଯିବା ଆବଶ୍ୟକ। ସରକାର ଏହି ଦିଗରେ ଗମ୍ଭୀର ପଦକ୍ଷେପ ନେବା ଉଚିତ।: [1152, 815, 1492, 925]
- sudoku-answer-cell: [1389, 2085, 1401, 2097]
- sudoku-cell[interactable]: 6: [1309, 1621, 1341, 1657]
- twentyfive-logo-box: [1151, 1385, 1215, 1449]
- chirantani-body: ନୟନର ଜଳ ପୋଛ ଗୋ ନୟନୁ ବସନେ ବିଜାଣେ ତାପ ଭୁବନ ଗାଜିଛି ପବନ ଗାଜିଛି ଚାଜିବି ପରାକାପ।: [67, 67, 254, 120]
- sudoku-answer-cell: [1377, 2013, 1389, 2025]
- aids-address: ରିଡର ରେଡ୍ ରିବନ୍ କ୍ଳବ୍ ସଂଯୋଜକ, ସର୍ବମଙ୍ଗଳା ମହାବିଦ୍ୟାଳୟ, ଗୋଲାନ୍ଥରା, ଗଞ୍ଜାମ, ମୋ: ୯୪୩୭୧୦୫୮୫୪: [756, 2244, 1126, 2271]
- sudoku-cell[interactable]: [1277, 1904, 1309, 1940]
- sudoku-cell[interactable]: [1309, 1869, 1341, 1904]
- ebharat-dropcap: ସ: [1150, 64, 1179, 111]
- terror-phone: ମୋ: ୯୪୩୭୦୬୬୮୪୮: [990, 1423, 1082, 1436]
- sudoku-answer-grid: [1316, 2000, 1425, 2109]
- author-photo-shantanu: [12, 1996, 120, 2108]
- sudoku-cell[interactable]: [1277, 1692, 1309, 1728]
- sudoku-answer-cell: [1353, 2013, 1365, 2025]
- readers-header: [1150, 470, 1492, 516]
- sudoku-cell[interactable]: 5: [1341, 1763, 1373, 1798]
- aids-headline: ଏଡ୍‌ସ ଓ ରେଡ୍ ରିବନ୍ କ୍ଳବ୍: [356, 1446, 900, 1506]
- sudoku-answer-cell: [1413, 2013, 1425, 2025]
- sudoku-cell[interactable]: [1341, 1904, 1373, 1940]
- sudoku-cell[interactable]: [1245, 1657, 1277, 1692]
- red-ribbon-icon: [660, 1650, 830, 1870]
- sudoku-answer-cell: [1353, 2097, 1365, 2109]
- terror-byline: ଇଂ. ରୌଶନ୍ ଖାନ୍: [756, 1264, 926, 1295]
- sudoku-answer-cell: [1413, 2085, 1425, 2097]
- letter2-author: ରଶ୍ମିଲେଖା ମିଶ୍ର, ଅମରଲୋକ, ଭୁବନେଶ୍ୱର: [1152, 1109, 1350, 1122]
- dharitri-logo: [1025, 27, 1077, 61]
- sudoku-cell[interactable]: [1405, 1763, 1437, 1798]
- sudoku-answer-cell: [1365, 2037, 1377, 2049]
- sudoku-answer-cell: [1377, 2001, 1389, 2013]
- sudoku-cell[interactable]: [1341, 1869, 1373, 1904]
- sudoku-answer-cell: [1317, 2025, 1329, 2037]
- sudoku-answer-cell: [1413, 2025, 1425, 2037]
- registration-marks: [0, 2300, 1500, 2326]
- chirantani-title: ଚିରନ୍ତନୀ: [31, 13, 145, 48]
- sudoku-cell[interactable]: [1373, 1692, 1405, 1728]
- sudoku-answer-cell: [1341, 2001, 1353, 2013]
- sudoku-cell[interactable]: 4: [1181, 1833, 1213, 1869]
- sudoku-answer-cell: [1401, 2013, 1413, 2025]
